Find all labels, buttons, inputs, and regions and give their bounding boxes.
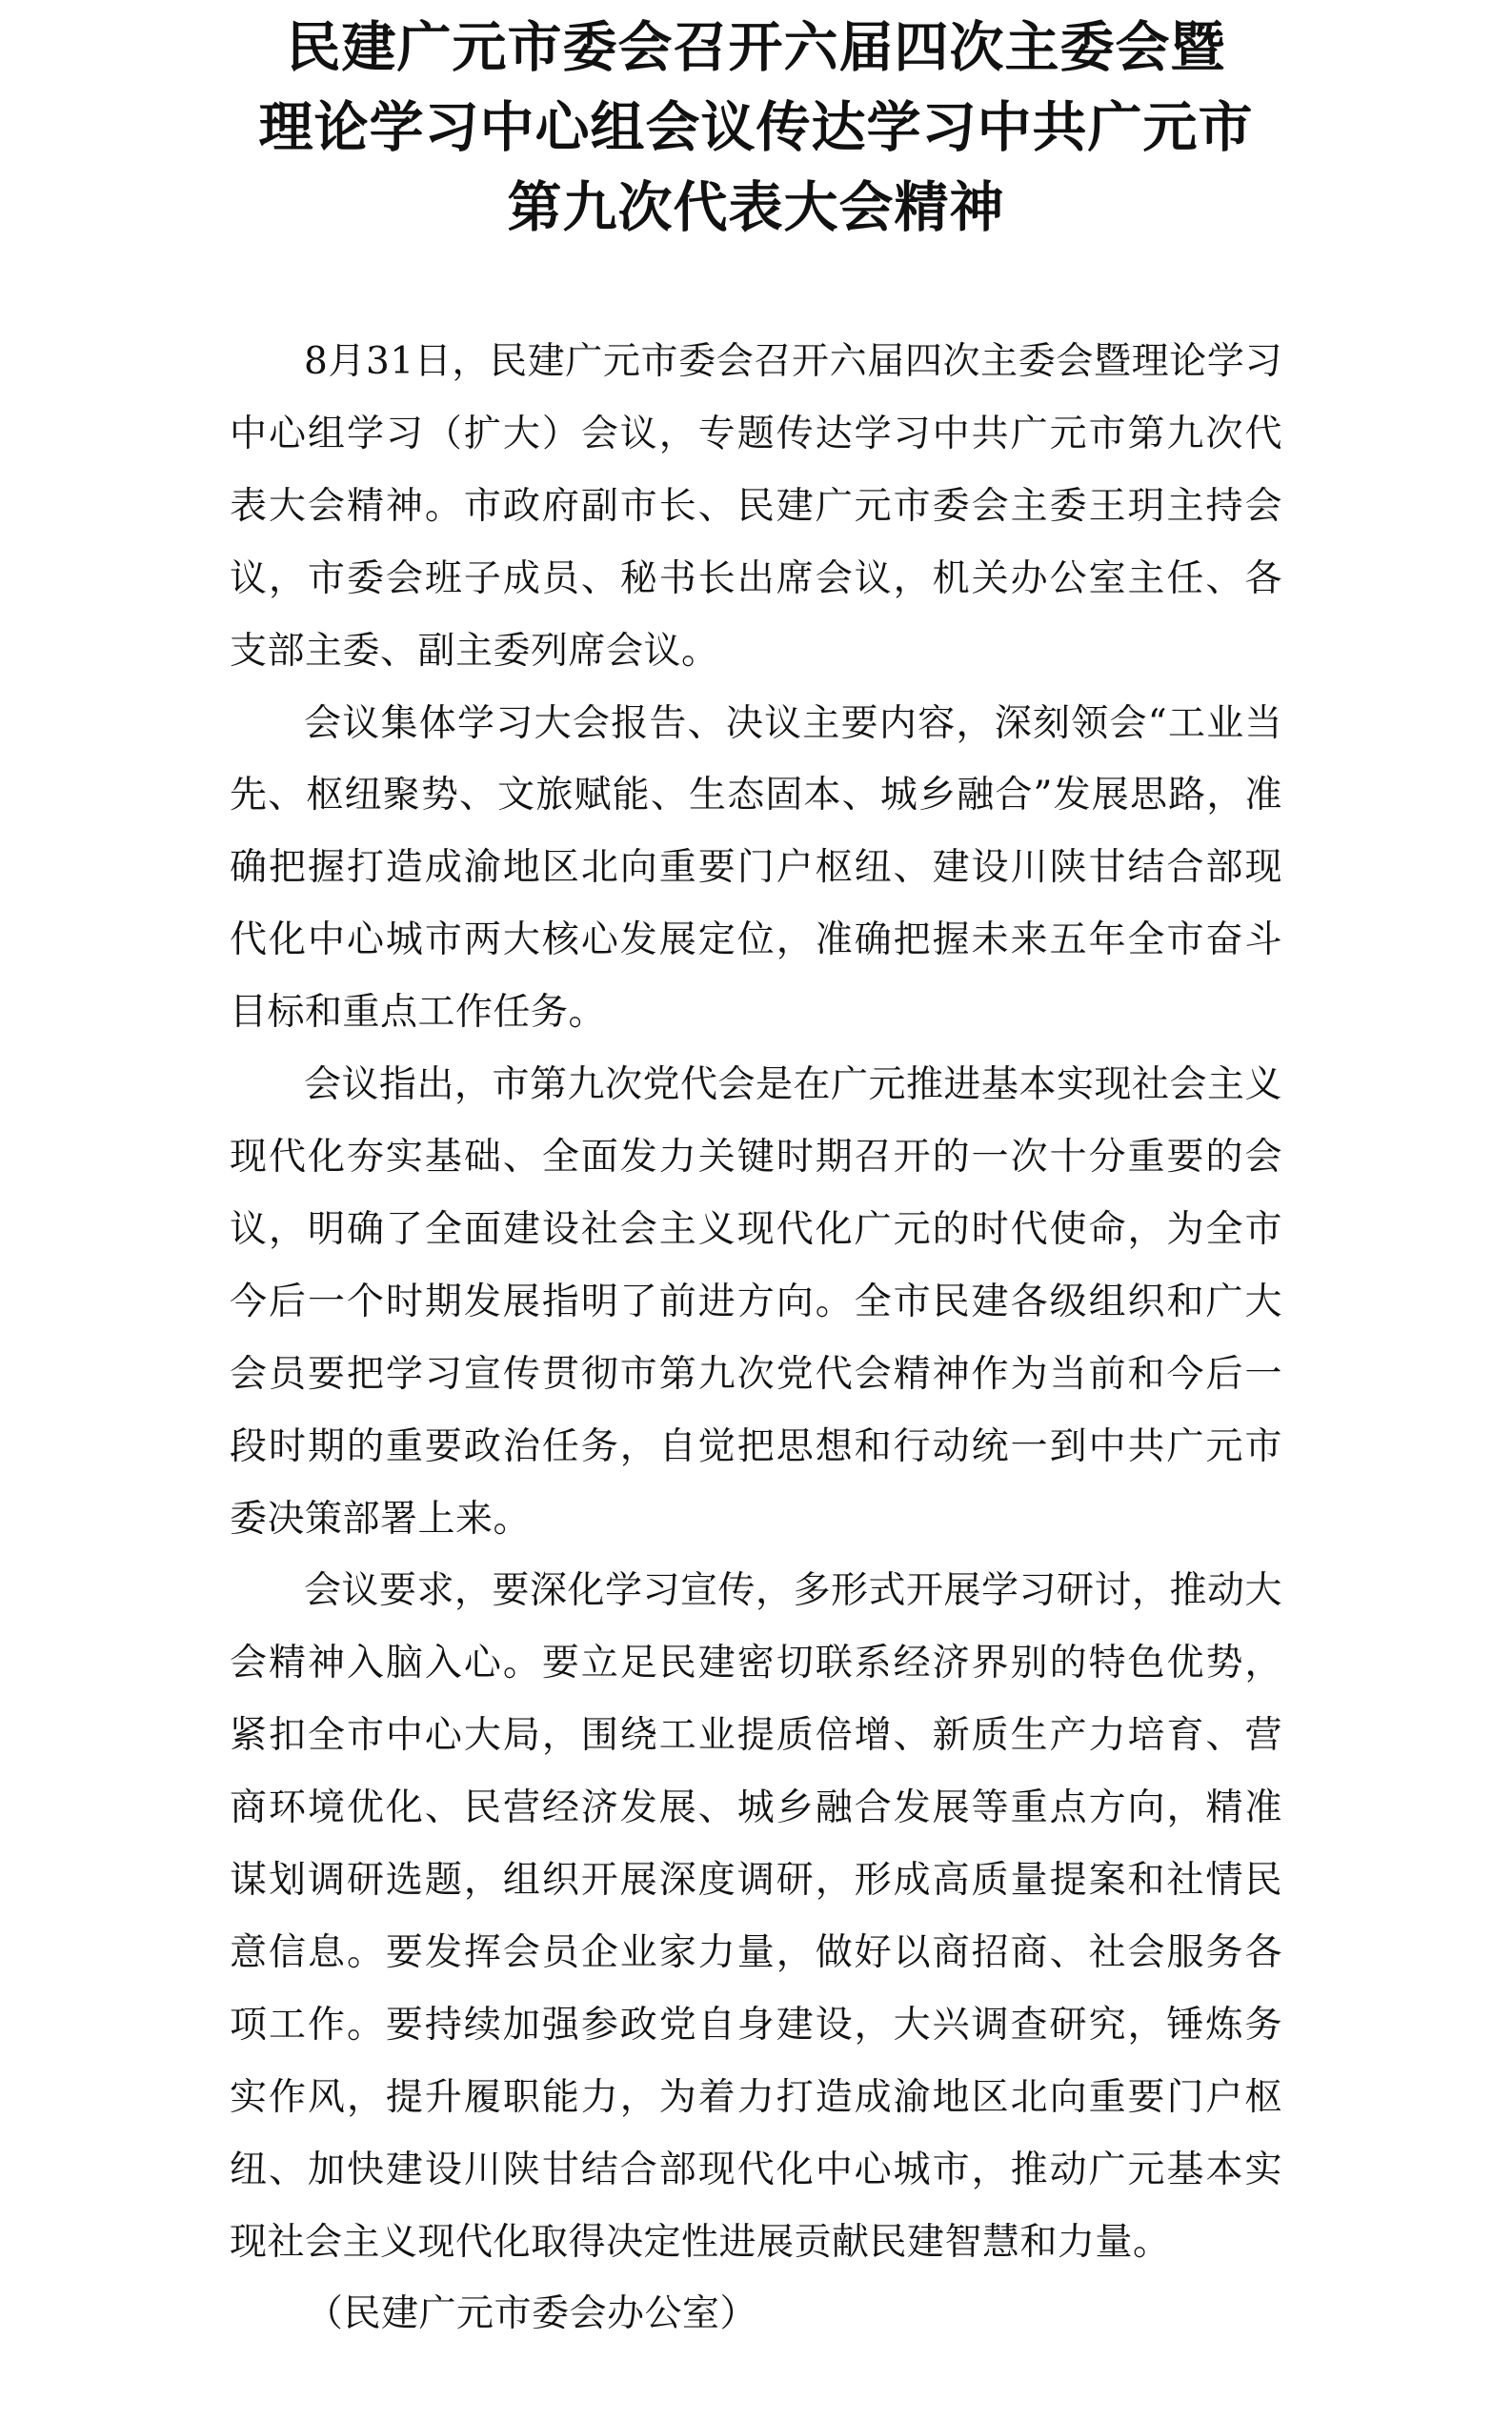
paragraph-2: 会议集体学习大会报告、决议主要内容，深刻领会“工业当先、枢纽聚势、文旅赋能、生态固本、城乡融合”发展思路，准确把握打造成渝地区北向重要门户枢纽、建设川陕甘结合部现代化中心城市两大核心发展定位，准确把握未来五年全市奋斗目标和重点工作任务。 <box>230 701 1282 1035</box>
paragraph-4: 会议要求，要深化学习宣传，多形式开展学习研讨，推动大会精神入脑入心。要立足民建密切联系经济界别的特色优势，紧扣全市中心大局，围绕工业提质倍增、新质生产力培育、营商环境优化、民营经济发展、城乡融合发展等重点方向，精准谋划调研选题，组织开展深度调研，形成高质量提案和社情民意信息。要发挥会员企业家力量，做好以商招商、社会服务各项工作。要持续加强参政党自身建设，大兴调查研究，锤炼务实作风，提升履职能力，为着力打造成渝地区北向重要门户枢纽、加快建设川陕甘结合部现代化中心城市，推动广元基本实现社会主义现代化取得决定性进展贡献民建智慧和力量。 <box>230 1569 1283 2264</box>
article-body <box>230 326 1282 2350</box>
article-source: （民建广元市委会办公室） <box>306 2292 758 2336</box>
title-line-3: 第九次代表大会精神 <box>507 175 1005 239</box>
title-line-2: 理论学习中心组会议传达学习中共广元市 <box>258 95 1254 159</box>
title-line-1: 民建广元市委会召开六届四次主委会暨 <box>286 15 1226 79</box>
paragraph-1: 8月31日，民建广元市委会召开六届四次主委会暨理论学习中心组学习（扩大）会议，专题传达学习中共广元市第九次代表大会精神。市政府副市长、民建广元市委会主委王玥主持会议，市委会班子成员、秘书长出席会议，机关办公室主任、各支部主委、副主委列席会议。 <box>230 340 1282 673</box>
paragraph-3: 会议指出，市第九次党代会是在广元推进基本实现社会主义现代化夯实基础、全面发力关键时期召开的一次十分重要的会议，明确了全面建设社会主义现代化广元的时代使命，为全市今后一个时期发展指明了前进方向。全市民建各级组织和广大会员要把学习宣传贯彻市第九次党代会精神作为当前和今后一段时期的重要政治任务，自觉把思想和行动统一到中共广元市委决策部署上来。 <box>230 1063 1283 1541</box>
article-title <box>230 0 1282 248</box>
